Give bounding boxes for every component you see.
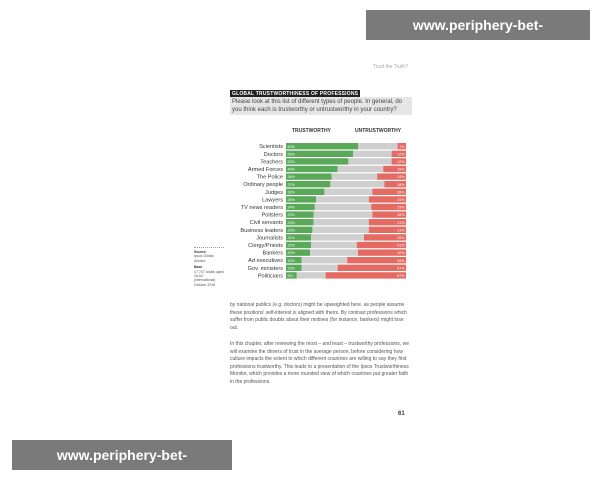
data-label: 31% bbox=[397, 198, 405, 202]
data-label: 60% bbox=[287, 144, 295, 149]
bar-segment bbox=[302, 257, 348, 263]
bar-segment bbox=[302, 265, 338, 271]
data-label: 7% bbox=[399, 144, 405, 149]
data-label: 20% bbox=[287, 251, 295, 256]
data-label: 24% bbox=[287, 205, 295, 210]
data-label: 12% bbox=[397, 152, 405, 157]
data-label: 32% bbox=[287, 190, 295, 195]
category-label: Scientists bbox=[259, 144, 283, 151]
data-label: 52% bbox=[287, 160, 295, 164]
category-label: Journalists bbox=[256, 235, 283, 242]
category-label: Ordinary people bbox=[243, 182, 283, 189]
data-label: 37% bbox=[287, 182, 295, 187]
bar-segment bbox=[314, 219, 369, 225]
source-label: Source bbox=[194, 250, 206, 254]
data-label: 29% bbox=[397, 205, 405, 210]
data-label: 28% bbox=[397, 213, 405, 218]
bar-segment bbox=[286, 143, 358, 149]
data-label: 28% bbox=[397, 190, 405, 195]
running-header: Trust the Truth? bbox=[372, 64, 408, 70]
data-label: 41% bbox=[397, 243, 405, 248]
page-number: 61 bbox=[398, 411, 405, 417]
category-label: Business leaders bbox=[240, 227, 283, 234]
column-header-trustworthy: TRUSTWORTHY bbox=[292, 128, 331, 134]
bar-segment bbox=[330, 181, 384, 187]
bar-segment bbox=[332, 173, 378, 179]
chart-subtitle: Please look at this list of different types of people. In general, do you think each is trustworthy or untrustworthy in your country? bbox=[230, 97, 412, 115]
bar-segment bbox=[311, 234, 364, 240]
bar-segment bbox=[315, 204, 371, 210]
source-note bbox=[194, 247, 224, 287]
column-header-untrustworthy: UNTRUSTWORTHY bbox=[355, 128, 402, 134]
data-label: 9% bbox=[287, 274, 293, 278]
data-label: 23% bbox=[287, 213, 295, 218]
data-label: 18% bbox=[397, 182, 405, 187]
data-label: 31% bbox=[397, 220, 405, 225]
category-label: Teachers bbox=[260, 159, 283, 166]
bar-segment bbox=[338, 166, 384, 172]
data-label: 12% bbox=[397, 160, 405, 164]
bar-segment bbox=[297, 272, 326, 278]
data-label: 38% bbox=[287, 175, 295, 180]
category-label: Bankers bbox=[262, 250, 283, 257]
category-label: The Police bbox=[256, 174, 283, 181]
category-label: Doctors bbox=[263, 151, 283, 158]
bar-segment bbox=[310, 249, 358, 255]
data-label: 23% bbox=[287, 220, 295, 225]
data-label: 22% bbox=[287, 228, 295, 233]
category-label: Gov. ministers bbox=[247, 265, 283, 272]
category-label: Politicians bbox=[257, 273, 283, 280]
data-label: 43% bbox=[287, 167, 295, 172]
data-label: 24% bbox=[397, 175, 405, 180]
bar-segment bbox=[348, 158, 391, 164]
data-label: 56% bbox=[287, 152, 295, 157]
data-label: 35% bbox=[397, 236, 405, 240]
category-label: Armed Forces bbox=[247, 167, 283, 173]
watermark-banner-top: www.periphery-bet-worldcup.com bbox=[366, 10, 590, 40]
body-paragraph: In this chapter, after reviewing the most – and least – trustworthy professions, we will examine the drivers of trust in the average person, before considering how culture impacts the extent to which different countries are willing to say they find professions trustworthy. This leads to a presentation of the Ipsos Trustworthiness Monitor, which provides a more rounded view of which countries put greater faith in the professions. bbox=[230, 341, 409, 385]
bar-segment bbox=[353, 151, 391, 157]
data-label: 19% bbox=[397, 167, 405, 172]
data-label: 13% bbox=[287, 266, 295, 271]
category-label: TV news readers bbox=[240, 205, 283, 211]
bar-segment bbox=[286, 151, 353, 157]
bar-segment bbox=[314, 211, 373, 217]
base-text: 17,747 adults aged 16-64 (international) October 2018 bbox=[194, 269, 224, 287]
category-label: Clergy/Priests bbox=[248, 243, 283, 249]
category-label: Pollsters bbox=[261, 212, 283, 219]
bar-segment bbox=[312, 227, 368, 233]
chart-title: GLOBAL TRUSTWORTHINESS OF PROFESSIONS bbox=[232, 91, 359, 97]
data-label: 57% bbox=[397, 266, 405, 271]
bar-segment bbox=[326, 272, 406, 278]
data-label: 67% bbox=[397, 274, 405, 278]
data-label: 13% bbox=[287, 258, 295, 263]
bar-segment bbox=[311, 242, 357, 248]
base-label: Base bbox=[194, 265, 203, 270]
data-label: 25% bbox=[287, 198, 295, 202]
bar-segment bbox=[324, 189, 372, 195]
bar-segment bbox=[316, 196, 369, 202]
category-label: Lawyers bbox=[262, 197, 283, 204]
bar-segment bbox=[338, 265, 406, 271]
category-label: Ad executives bbox=[248, 258, 283, 265]
bar-segment bbox=[286, 158, 348, 164]
category-label: Judges bbox=[264, 189, 283, 196]
category-label: Civil servants bbox=[249, 220, 283, 227]
data-label: 49% bbox=[397, 258, 405, 263]
watermark-banner-bottom: www.periphery-bet-worldcup.com bbox=[12, 440, 232, 470]
bar-segment bbox=[358, 143, 398, 149]
data-label: 40% bbox=[397, 251, 405, 256]
data-label: 21% bbox=[287, 236, 295, 240]
source-text: Ipsos Global Advisor bbox=[194, 254, 214, 263]
body-paragraph: by national publics (e.g. doctors) might be upweighted here, as people assume these positions' self-interest is aligned with theirs. By contrast professions which suffer from public doubts about their motives (for instance, bankers) might lose out. bbox=[230, 302, 407, 331]
data-label: 31% bbox=[397, 228, 405, 233]
data-label: 21% bbox=[287, 243, 295, 248]
